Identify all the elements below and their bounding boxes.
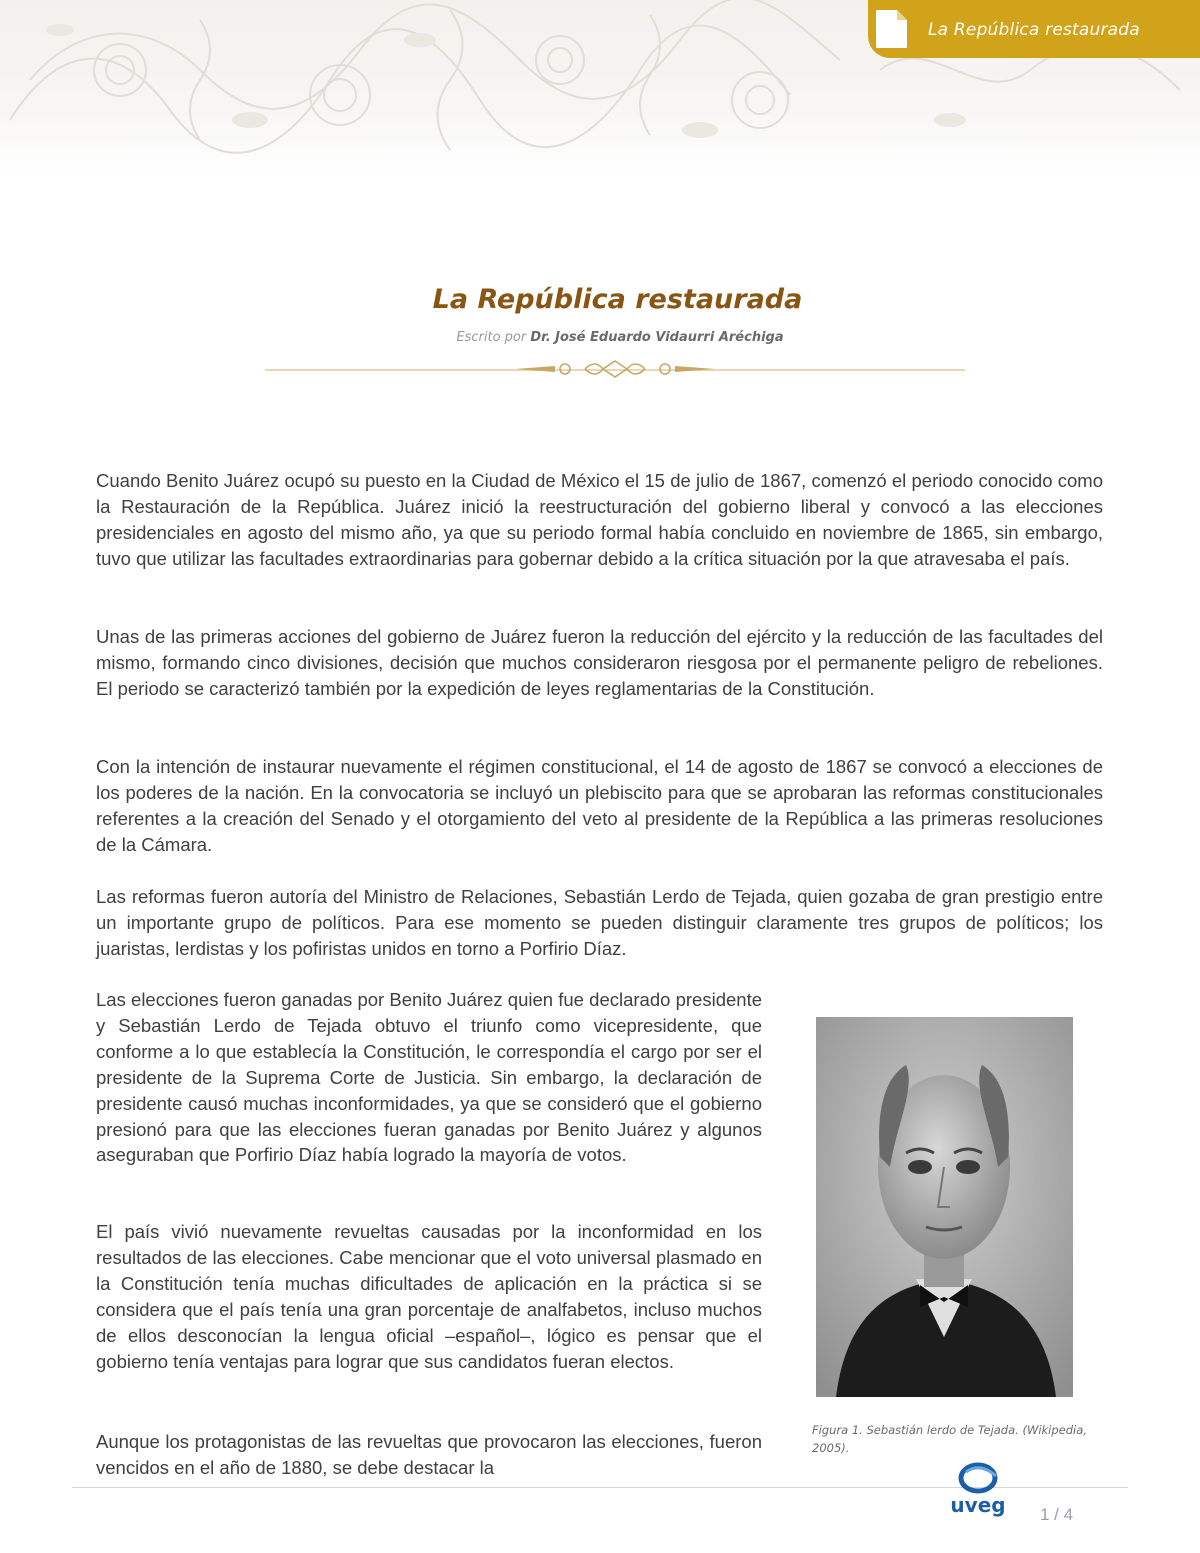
portrait-photo: [816, 1017, 1073, 1397]
paragraph-5: Las elecciones fueron ganadas por Benito Juárez quien fue declarado presidente y Sebastián Lerdo de Tejada obtuvo el triunfo como vicepresidente, que conforme a lo que establecía la Constitución, le correspondía el cargo por ser el presidente de la Suprema Corte de Justicia. Sin embargo, la declaración de presidente causó muchas inconformidades, ya que se consideró que el gobierno presionó para que las elecciones fueran ganadas por Benito Juárez y algunos aseguraban que Porfirio Díaz había logrado la mayoría de votos.: [96, 989, 762, 1166]
figure-caption: Figura 1. Sebastián lerdo de Tejada. (Wikipedia, 2005).: [812, 1423, 1087, 1455]
document-icon: [874, 9, 910, 54]
uveg-logo: [946, 1456, 1012, 1531]
document-title: La República restaurada: [432, 284, 803, 315]
byline-prefix: Escrito por: [456, 330, 527, 345]
paragraph-1: Cuando Benito Juárez ocupó su puesto en la Ciudad de México el 15 de julio de 1867, comenzó el periodo conocido como la Restauración de la República. Juárez inició la reestructuración del gobierno liberal y convocó a las elecciones presidenciales en agosto del mismo año, ya que su periodo formal había concluido en noviembre de 1865, sin embargo, tuvo que utilizar las facultades extraordinarias para gobernar debido a la crítica situación por la que atravesaba el país.: [96, 470, 1103, 569]
paragraph-7: Aunque los protagonistas de las revueltas que provocaron las elecciones, fueron vencidos en el año de 1880, se debe destacar la: [96, 1431, 762, 1478]
byline: [0, 330, 1200, 345]
byline-author: Dr. José Eduardo Vidaurri Aréchiga: [530, 330, 784, 345]
ornamental-divider: [265, 356, 965, 387]
paragraph-6: El país vivió nuevamente revueltas causadas por la inconformidad en los resultados de las elecciones. Cabe mencionar que el voto universal plasmado en la Constitución tenía muchas dificultades de aplicación en la práctica si se considera que el país tenía una gran porcentaje de analfabetos, incluso muchos de ellos desconocían la lengua oficial –español–, lógico es pensar que el gobierno tenía ventajas para lograr que sus candidatos fueran electos.: [96, 1221, 762, 1372]
logo-text: uveg: [950, 1493, 1006, 1517]
header-tab: [868, 0, 1200, 58]
page-number: 1 / 4: [1040, 1505, 1074, 1524]
paragraph-4: Las reformas fueron autoría del Ministro de Relaciones, Sebastián Lerdo de Tejada, quien gozaba de gran prestigio entre un importante grupo de políticos. Para ese momento se pueden distinguir claramente tres grupos de políticos; los juaristas, lerdistas y los pofiristas unidos en torno a Porfirio Díaz.: [96, 886, 1103, 959]
paragraph-2: Unas de las primeras acciones del gobierno de Juárez fueron la reducción del ejército y la reducción de las facultades del mismo, formando cinco divisiones, decisión que muchos consideraron riesgosa por el permanente peligro de rebeliones. El periodo se caracterizó también por la expedición de leyes reglamentarias de la Constitución.: [96, 626, 1103, 699]
paragraph-3: Con la intención de instaurar nuevamente el régimen constitucional, el 14 de agosto de 1867 se convocó a elecciones de los poderes de la nación. En la convocatoria se incluyó un plebiscito para que se aprobaran las reformas constitucionales referentes a la creación del Senado y el otorgamiento del veto al presidente de la República a las primeras resoluciones de la Cámara.: [96, 756, 1103, 855]
header-tab-title: La República restaurada: [928, 20, 1140, 40]
